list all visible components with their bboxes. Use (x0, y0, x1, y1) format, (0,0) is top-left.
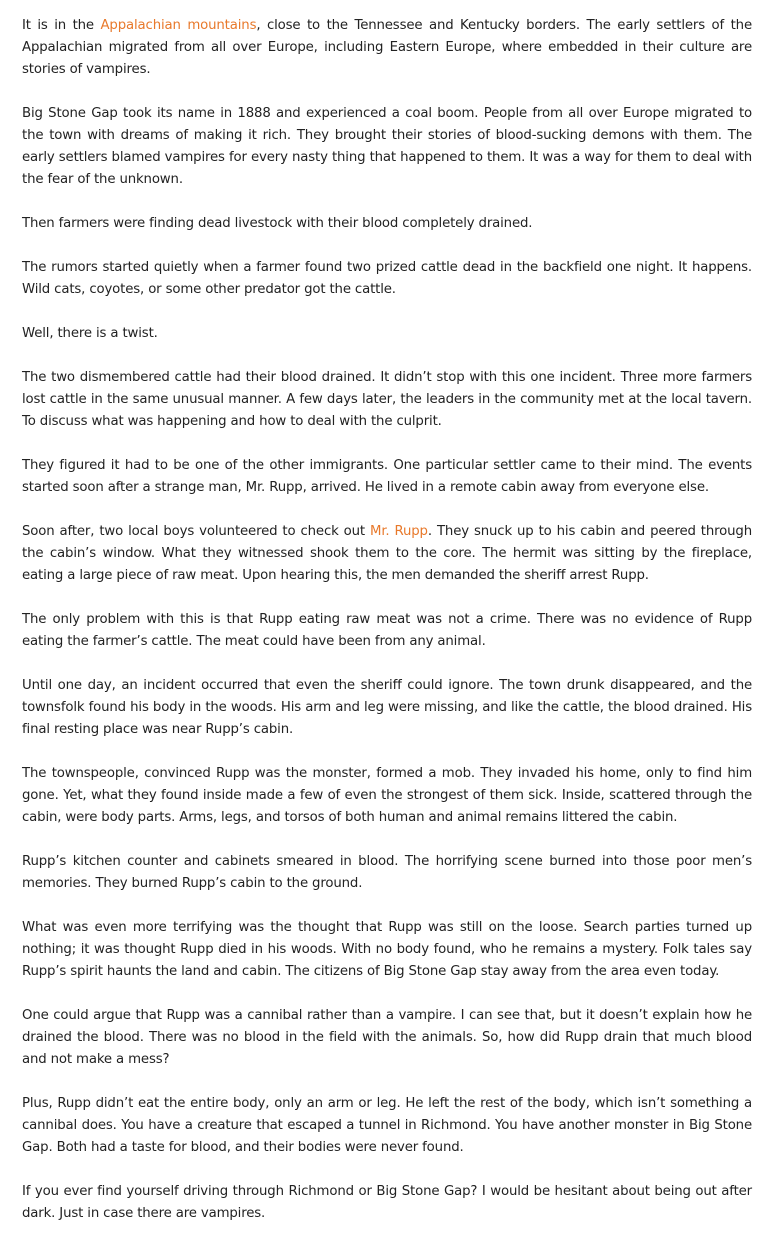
paragraph-kitchen: Rupp’s kitchen counter and cabinets smeared in blood. The horrifying scene burned into those poor men’s memories. They burned Rupp’s cabin to the ground. (22, 854, 752, 891)
paragraph-local-boys (22, 521, 752, 587)
paragraph-richmond: Plus, Rupp didn’t eat the entire body, only an arm or leg. He left the rest of the body, which isn’t something a cannibal does. You have a creature that escaped a tunnel in Richmond. You have another monster in Big Stone Gap. Both had a taste for blood, and their bodies were never found. (22, 1096, 752, 1155)
paragraph-town-drunk: Until one day, an incident occurred that even the sheriff could ignore. The town drunk disappeared, and the townsfolk found his body in the woods. His arm and leg were missing, and like the cattle, the blood drained. His final resting place was near Rupp’s cabin. (22, 678, 752, 737)
paragraph-appalachian (22, 15, 752, 81)
paragraph-text: It is in the (22, 18, 101, 33)
paragraph-twist: Well, there is a twist. (22, 326, 158, 341)
paragraph-rumors: The rumors started quietly when a farmer found two prized cattle dead in the backfield one night. It happens. Wild cats, coyotes, or some other predator got the cattle. (22, 260, 752, 297)
paragraph-coal-boom: Big Stone Gap took its name in 1888 and experienced a coal boom. People from all over Europe migrated to the town with dreams of making it rich. They brought their stories of blood-sucking demons with them. The early settlers blamed vampires for every nasty thing that happened to them. It was a way for them to deal with the fear of the unknown. (22, 106, 752, 187)
paragraph-immigrants: They figured it had to be one of the other immigrants. One particular settler came to their mind. The events started soon after a strange man, Mr. Rupp, arrived. He lived in a remote cabin away from everyone else. (22, 458, 752, 495)
paragraph-cannibal: One could argue that Rupp was a cannibal rather than a vampire. I can see that, but it doesn’t explain how he drained the blood. There was no blood in the field with the animals. So, how did Rupp drain that much blood and not make a mess? (22, 1008, 752, 1067)
appalachian-mountains-link[interactable]: Appalachian mountains (100, 18, 257, 33)
paragraph-dead-livestock: Then farmers were finding dead livestock with their blood completely drained. (22, 216, 533, 231)
paragraph-dismembered-cattle: The two dismembered cattle had their blood drained. It didn’t stop with this one incident. Three more farmers lost cattle in the same unusual manner. A few days later, the leaders in the community met at the local tavern. To discuss what was happening and how to deal with the culprit. (22, 370, 752, 429)
mr-rupp-link[interactable]: Mr. Rupp (370, 524, 428, 539)
paragraph-raw-meat: The only problem with this is that Rupp eating raw meat was not a crime. There was no evidence of Rupp eating the farmer’s cattle. The meat could have been from any animal. (22, 612, 752, 649)
paragraph-closing: If you ever find yourself driving through Richmond or Big Stone Gap? I would be hesitant about being out after dark. Just in case there are vampires. (22, 1184, 752, 1221)
paragraph-text: , close to the Tennessee and Kentucky borders. The early settlers of the Appalachian migrated from all over Europe, including Eastern Europe, where embedded in their culture are stories of vampires. (22, 18, 752, 77)
paragraph-on-the-loose: What was even more terrifying was the thought that Rupp was still on the loose. Search parties turned up nothing; it was thought Rupp died in his woods. With no body found, who he remains a mystery. Folk tales say Rupp’s spirit haunts the land and cabin. The citizens of Big Stone Gap stay away from the area even today. (22, 920, 752, 979)
paragraph-mob: The townspeople, convinced Rupp was the monster, formed a mob. They invaded his home, only to find him gone. Yet, what they found inside made a few of even the strongest of them sick. Inside, scattered through the cabin, were body parts. Arms, legs, and torsos of both human and animal remains littered the cabin. (22, 766, 752, 825)
paragraph-text: . They snuck up to his cabin and peered through the cabin’s window. What they witnessed shook them to the core. The hermit was sitting by the fireplace, eating a large piece of raw meat. Upon hearing this, the men demanded the sheriff arrest Rupp. (22, 524, 752, 583)
paragraph-text: Soon after, two local boys volunteered to check out (22, 524, 370, 539)
